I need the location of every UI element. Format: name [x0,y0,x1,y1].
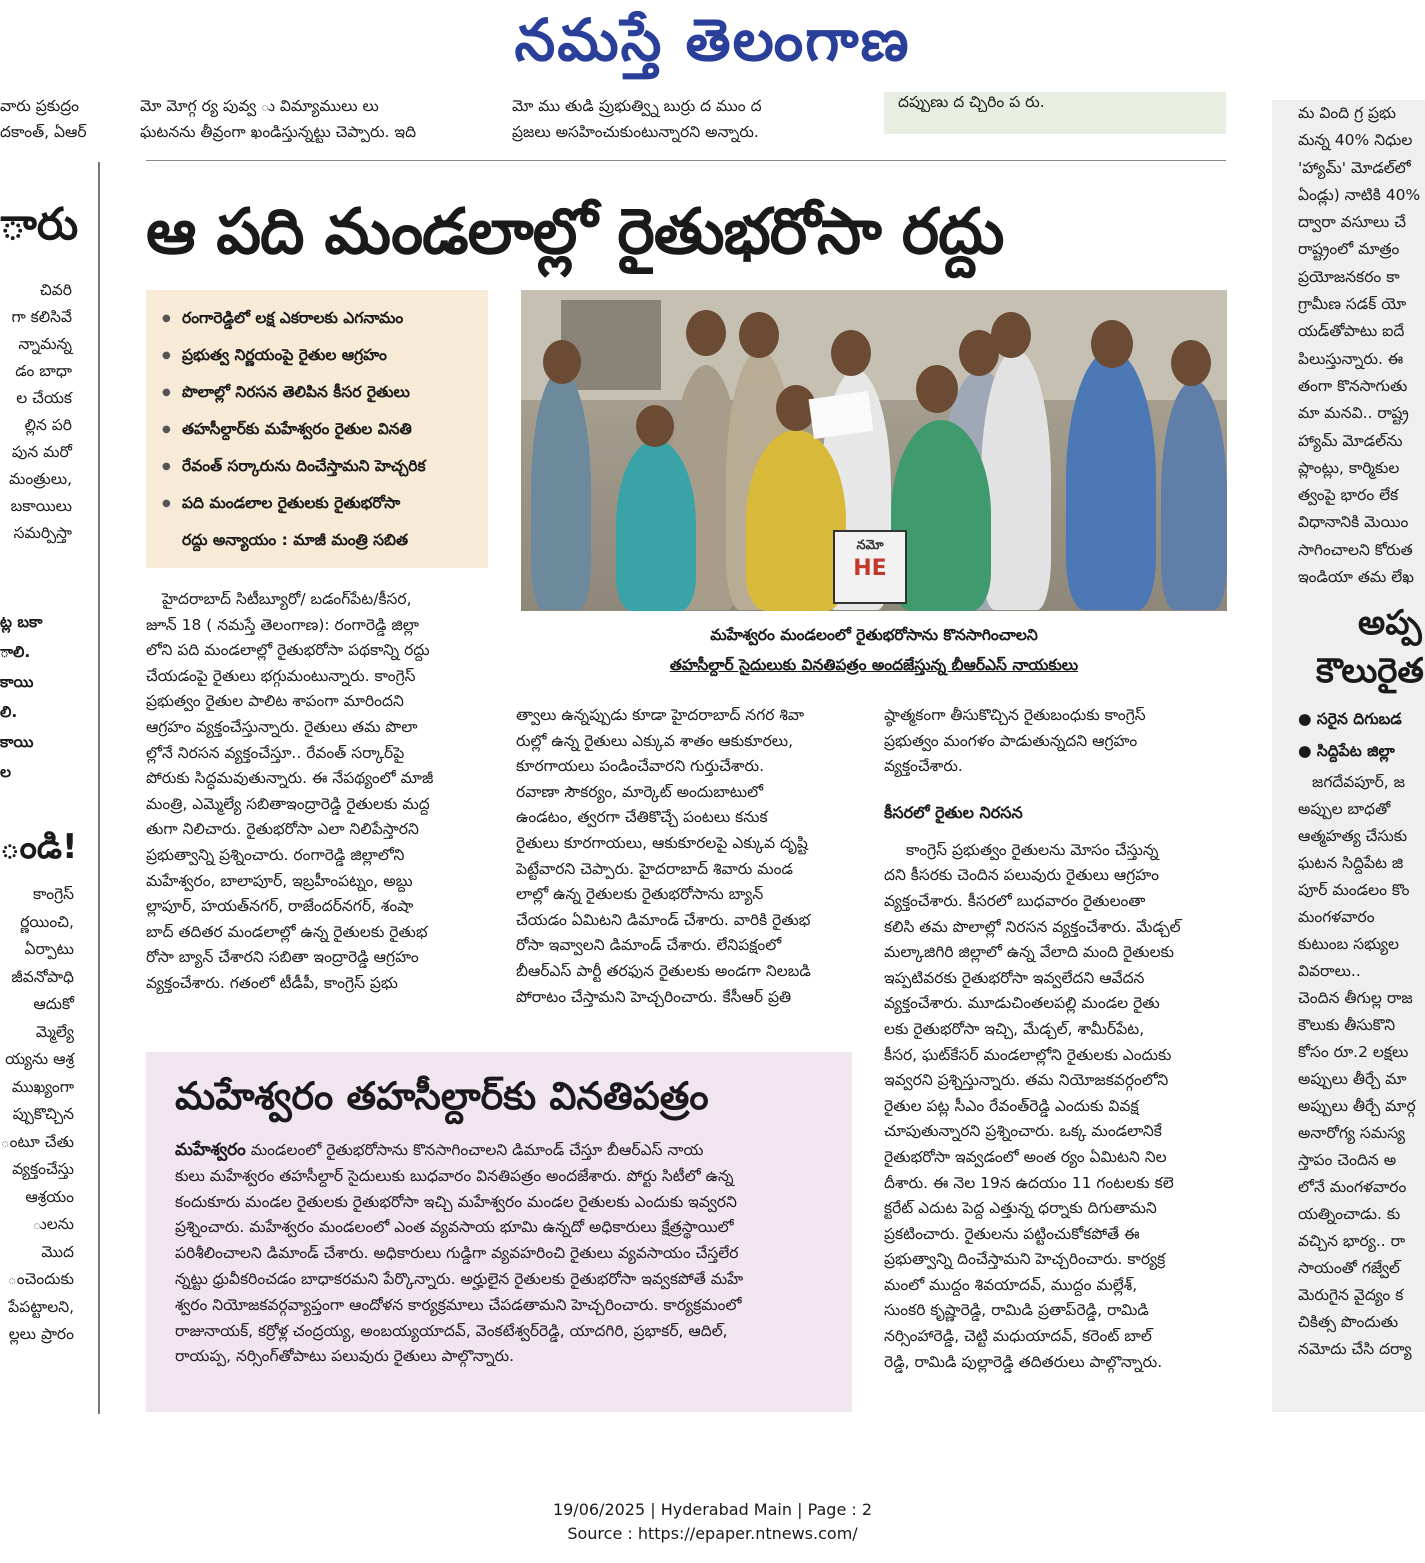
photo-caption [521,620,1227,680]
text-line: కూరగాయలు పండించేవారని గుర్తుచేశారు. [516,757,765,776]
text-line: ప్రయోజనకరం కా [1298,267,1400,286]
text-line: వ్యక్తంచేశారు. గతంలో టీడీపీ, కాంగ్రెస్ ప్రభు [146,973,398,992]
text-line: విధానానికి మెయిం [1298,513,1409,532]
text-line: జగదేవపూర్, జ [1312,773,1405,792]
masthead [0,0,1425,90]
text-line: మెరుగైన వైద్యం క [1298,1286,1404,1305]
text-line: ల్లలు ప్రారం [8,1325,74,1343]
highlight-item-continued: రద్దు అన్యాయం : మాజీ మంత్రి సబిత [182,531,409,549]
left-heading: ారు [0,199,79,250]
text-line: ప్రజలు అసహించుకుంటున్నారని అన్నారు. [512,122,759,141]
text-line: ప్రభుత్వాన్ని ప్రశ్నించారు. రంగారెడ్డి జిల్లాలోని [146,845,405,864]
article-column-1 [146,587,488,997]
text-line: రవాణా సౌకర్యం, మార్కెట్ అందుబాటులో [516,782,764,801]
text-line: రైతుల పట్ల సీఎం రేవంత్‌రెడ్డి ఎందుకు వివక్ష [884,1096,1139,1115]
text-line: సరైన దిగుబడ [1316,710,1402,729]
text-line: లి. [0,703,18,721]
text-line: వివరాలు.. [1298,962,1361,981]
text-line: పూర్ మండలం కొం [1298,881,1410,900]
photo-teal-saree [616,440,696,611]
text-line: ద్వారా వసూలు చే [1298,213,1406,232]
text-line: చెందిన తీగుల్ల రాజ [1298,989,1413,1008]
text-line: వచ్చిన భార్య.. రా [1298,1232,1406,1251]
text-line: రాజునాయక్, కర్రోళ్ల చంద్రయ్య, అంబయ్యయాదవ్, వెంకటేశ్వర్‌రెడ్డి, యాదగిరి, ప్రభాకర్, ఆదిల్, [175,1321,728,1340]
text-line: పిలుస్తున్నారు. ఈ [1298,349,1404,368]
text-line: చూపుతున్నారని ప్రశ్నించారు. ఒక్క మండలానికే [884,1122,1162,1141]
photo-blue-shirt [1066,350,1156,610]
left-column-content [0,185,98,1349]
text-line: ప్రశ్నించారు. మహేశ్వరం మండలంలో ఎంత వ్యవసాయ భూమి ఉన్నదో అధికారులు క్షేత్రస్థాయిలో [175,1218,734,1237]
text-line: మహేశ్వరం, బాలాపూర్, ఇబ్రహీంపట్నం, అబ్దు [146,871,413,890]
text-line: ప్రభుత్వం రైతుల పాలిట శాపంగా మారిందని [146,692,404,711]
text-line: మో ము తుడి ప్రుభుత్వ్ని బుర్రు ద ముం ద [512,97,762,115]
text-line: కాయి [0,733,34,751]
sidebar-dateline: మహేశ్వరం [175,1140,246,1160]
text-line: రోసా బ్యాన్ చేశారని సబితా ఇంద్రారెడ్డి ఆగ్రహం [146,948,419,967]
text-line: జీవనోపాధి [11,967,74,986]
text-line: హ్యామ్ మోడల్‌ను [1298,431,1403,450]
text-line: ముఖ్యంగా [11,1077,74,1096]
text-line: కుటుంబ సభ్యుల [1298,935,1399,954]
text-line: రాష్ట్రంలో మాత్రం [1298,240,1400,259]
text-line: యత్నించాడు. కు [1298,1205,1401,1224]
text-line: రైతులు కూరగాయలు, ఆకుకూరలపై ఎక్కువ దృష్టి [516,833,808,852]
text-line: ల్లాపూర్, హయత్‌నగర్, రాజేందర్‌నగర్, శంషా [146,897,414,916]
text-line: ప్లాంట్లు, కార్మికుల [1298,458,1400,477]
text-line: ఆగ్రహం వ్యక్తంచేస్తున్నారు. రైతులు తమ పొలా [146,717,418,736]
text-line: 'హ్యామ్' మోడల్‌లో [1298,158,1411,177]
text-line: మంగళవారం [1298,908,1375,927]
text-line: కాంగ్రెస్ [32,885,74,903]
right-column [1272,100,1425,1412]
highlights-box [146,290,488,568]
photo-banner-text: HE [853,556,887,581]
text-line: లకు రైతుభరోసా ఇచ్చి, మేడ్చల్, శామీర్‌పేట, [884,1019,1145,1038]
highlight-item: ● ప్రభుత్వ నిర్ణయంపై రైతుల ఆగ్రహం [158,337,476,374]
highlight-item: ● పది మండలాల రైతులకు రైతుభరోసా [158,485,476,522]
text-line: జూన్ 18 ( నమస్తే తెలంగాణ): రంగారెడ్డి జిల్లా [146,615,419,634]
text-line: ఉండటం, త్వరగా చేతికొచ్చే పంటలు కనుక [516,808,768,827]
text-line: దీశారు. ఈ నెల 19న ఉదయం 11 గంటలకు కలె [884,1173,1174,1192]
text-line: వారు ప్రకుద్రం [0,97,80,115]
text-line: రోసా ఇవ్వాలని డిమాండ్ చేశారు. లేనిపక్షంలో [516,936,782,955]
caption-line: మహేశ్వరం మండలంలో రైతుభరోసాను కొనసాగించాలని [710,626,1038,644]
text-line: ష్ఠాత్మకంగా తీసుకొచ్చిన రైతుబంధుకు కాంగ్రెస్ [884,706,1146,724]
text-line: మ్మెల్యే [35,1022,74,1041]
text-line: ల్లోనే నిరసన వ్యక్తంచేస్తూ.. రేవంత్ సర్కార్‌పై [146,743,405,762]
text-line: న్నామన్న [18,335,72,353]
top-rule [146,160,1226,161]
text-line: ల చేయక [16,389,72,407]
highlight-item: ● రంగారెడ్డిలో లక్ష ఎకరాలకు ఎగనామం [158,300,476,337]
text-line: సమర్పిస్తా [13,524,72,542]
text-line: మన్న 40% నిధుల [1298,131,1413,150]
footer-date-edition: 19/06/2025 | Hyderabad Main | Page : 2 [552,1500,873,1519]
text-line: లోనే మంగళవారం [1298,1178,1407,1197]
text-line: తుగా నిలిచారు. రైతుభరోసా ఎలా నిలిపేస్తారని [146,820,419,839]
text-line: బాద్ తదితర మండలాల్లో ఉన్న రైతులకు రైతుభ [146,922,428,941]
text-line: త్వంపై భారం లేక [1298,486,1399,505]
main-headline: ఆ పది మండలాల్లో రైతుభరోసా రద్దు [146,195,1004,268]
text-line: రైతుభరోసా ఇవ్వడంలో అంత ర్యం ఏమిటని నిల [884,1147,1167,1166]
text-line: గా కలిసివే [11,308,72,326]
text-line: పున మరో [11,443,72,461]
text-line: బకాయిలు [10,497,72,515]
text-line: మంత్రులు, [9,470,72,488]
text-line: సిద్దిపేట జిల్లా [1316,742,1395,761]
right-heading-2: కౌలురైత [1316,651,1424,692]
text-line: మ వింది గ్ర ప్రభు [1298,104,1397,122]
text-line: ఆదుకో [33,995,74,1013]
text-line: ంచెందుకు [7,1270,74,1288]
photo-yellow-saree [746,430,846,611]
text-line: ంటూ చేతు [0,1132,74,1151]
text-line: ప్రకటించారు. రైతులను పట్టించుకోకపోతే ఈ [884,1224,1140,1243]
right-bullets: ● సరైన దిగుబడ ● సిద్దిపేట జిల్లా [1298,710,1402,761]
top-fragment-col2 [512,94,857,145]
photo-petition-paper [809,391,874,439]
top-fragment-col1 [140,94,485,145]
text-line: పెట్టేవారని చెప్పారు. హైదరాబాద్ శివారు మండ [516,859,793,878]
text-line: ాలి. [0,643,31,661]
text-line: ులను మొద [32,1215,74,1261]
text-line: ఇవ్వరని ప్రశ్నిస్తున్నారు. తమ నియోజకవర్గంలోని [884,1071,1169,1090]
text-line: బీఆర్‌ఎస్ పార్టీ తరఫున రైతులకు అండగా నిలబడి [516,961,811,980]
text-line: ట్ల బకా [0,613,43,631]
text-line: చేయడం ఏమిటని డిమాండ్ చేశారు. వారికి రైతుభ [516,910,811,929]
text-line: రాయప్ప, నర్సింగ్‌తోపాటు పలువురు రైతులు పాల్గొన్నారు. [175,1347,515,1366]
text-line: మో మోగ్గ ర్య పువ్వ ు విమ్యాములు లు [140,97,379,115]
keesara-body [884,838,1227,1375]
text-line: వ్యక్తంచేస్తు [12,1160,74,1178]
text-line: మండలంలో రైతుభరోసాను కొనసాగించాలని డిమాండ్ చేస్తూ బీఆర్‌ఎస్ నాయ [250,1141,704,1159]
text-line: య్యను ఆశ్ర [5,1050,74,1068]
text-line: సాగించాలని కోరుత [1298,540,1413,559]
text-line: ఏండ్లు) నాటికి 40% [1298,185,1421,204]
text-line: నమోదు చేసి దర్యా [1298,1340,1412,1359]
text-line: స్తాపం చెందిన అ [1298,1151,1397,1170]
text-line: వ్యక్తంచేశారు. [884,757,963,776]
masthead-title: నమస్తే తెలంగాణ [514,6,911,74]
text-line: పేపట్టాలని, [8,1297,74,1316]
left-lines-2 [0,607,98,787]
text-line: మంత్రి, ఎమ్మెల్యే సబితాఇంద్రారెడ్డి రైతులకు మద్ద [146,794,430,813]
text-line: నర్సింహారెడ్డి, చెట్టి మధుయాదవ్, కరెంట్ బాల్ [884,1327,1152,1346]
text-line: పరిశీలించాలని డిమాండ్ చేశారు. అధికారులు గుడ్డిగా వ్యవహరించి రైతులు వ్యవసాయం చేస్తలేర [175,1244,739,1263]
highlight-item: ● తహసీల్దార్‌కు మహేశ్వరం రైతుల వినతి [158,411,476,448]
text-line: పోరాటం చేస్తామని హెచ్చరించారు. కేసీఆర్ ప్రతి [516,987,792,1006]
text-line: పోరుకు సిద్ధమవుతున్నారు. ఈ నేపథ్యంలో మాజీ [146,769,434,788]
text-line: చివరి [39,281,72,299]
article-column-2 [516,703,856,1010]
text-line: కీసర, ఘట్‌కేసర్ మండలాల్లోని రైతులకు ఎందుకు [884,1045,1172,1064]
text-line: డం బాధా [15,362,72,380]
text-line: కాయి [0,673,34,691]
photo-sign-text: నమో [856,538,884,553]
text-line: కలిసి తమ పొలాల్లో నిరసన వ్యక్తంచేశారు. మేడ్చల్ [884,917,1181,936]
text-line: ఏర్పాటు [24,940,74,958]
text-line: యడ్‌తోపాటు ఐదే [1298,322,1405,341]
text-line: కాంగ్రెస్ ప్రభుత్వం రైతులను మోసం చేస్తున్న [906,840,1159,859]
text-line: దప్పుణు ద చ్చిరిం ప రు. [898,93,1045,111]
text-line: ఇండియా తమ లేఖ [1298,568,1414,587]
text-line: మల్కాజిగిరి జిల్లాలో ఉన్న వేలాది మంది రైతులకు [884,943,1175,962]
left-lines-3 [0,881,98,1349]
highlight-item: ● రేవంత్ సర్కారును దించేస్తామని హెచ్చరిక [158,448,476,485]
article-column-3 [884,703,1227,1375]
text-line: ర్ణయించి, [20,912,74,931]
photo-banner [833,530,907,604]
text-line: దకాంత్, ఏఆర్ [0,122,87,141]
top-fragment-left [0,94,110,145]
text-line: కౌలుకు తీసుకొని [1298,1016,1396,1035]
text-line: ల [0,763,11,781]
text-line: ల్లిన పరి [24,416,72,434]
page-footer [0,1498,1425,1546]
left-lines-1 [0,277,98,547]
text-line: అప్పులు తీర్చే మా [1298,1070,1407,1089]
sidebar-story-body [175,1138,835,1370]
text-line: ఘటనను తీవ్రంగా ఖండిస్తున్నట్టు చెప్పారు. ఇది [140,122,417,141]
left-heading-2: ండి! [0,827,78,867]
text-line: లాల్లో ఉన్న రైతులకు రైతుభరోసాను బ్యాన్ [516,885,764,904]
highlights-list [158,300,476,559]
text-line: మా మనవి.. రాష్ట్ర [1298,404,1409,423]
caption-line: తహసీల్దార్ సైదులుకు వినతిపత్రం అందజేస్తున్న బీఆర్‌ఎస్ నాయకులు [669,656,1079,674]
text-line: తంగా కొనసాగుతు [1298,376,1408,395]
text-line: రుల్లో ఉన్న రైతులు ఎక్కువ శాతం ఆకుకూరలు, [516,731,794,750]
dateline: హైదరాబాద్ సిటీబ్యూరో/ బడంగ్‌పేట/కీసర, [162,590,412,608]
text-line: రెడ్డి, రామిడి పుల్లారెడ్డి తదితరులు పాల్గొన్నారు. [884,1352,1163,1371]
text-line: వ్యక్తంచేశారు. కీసరలో బుధవారం రైతులంతా [884,891,1146,910]
right-lines-2 [1272,769,1425,1363]
green-box [884,92,1226,134]
text-line: ప్పుకొచ్చిన [12,1105,74,1123]
right-lines-1 [1272,100,1425,591]
text-line: సుంకరి కృష్ణారెడ్డి, రామిడి ప్రతాప్‌రెడ్డి, రామిడి [884,1301,1149,1320]
text-line: గ్రామీణ సడక్ యో [1298,295,1407,314]
text-line: లోని పది మండలాల్లో రైతుభరోసా పథకాన్ని రద్దు [146,641,430,660]
text-line: శ్వరం నియోజకవర్గవ్యాప్తంగా ఆందోళన కార్యక్రమాలు చేపడతామని హెచ్చరించారు. కార్యక్రమంలో [175,1295,742,1314]
text-line: కందుకూరు మండల రైతులకు రైతుభరోసా ఇచ్చి మహేశ్వరం మండల రైతులకు ఎందుకు ఇవ్వరని [175,1192,737,1211]
text-line: ఘటన సిద్దిపేట జి [1298,854,1404,873]
text-line: అనారోగ్య సమస్య [1298,1124,1406,1143]
text-line: క్టరేట్ ఎదుట పెద్ద ఎత్తున్న ధర్నాకు దిగుతామని [884,1199,1157,1218]
text-line: చేయడంపై రైతులు భగ్గుమంటున్నారు. కాంగ్రెస్ [146,666,416,685]
keesara-subhead: కీసరలో రైతుల నిరసన [884,802,1023,822]
text-line: ప్రభుత్వం మంగళం పాడుతున్నదని ఆగ్రహం [884,731,1138,750]
text-line: దని కీసరకు చెందిన పలువురు రైతులు ఆగ్రహం [884,866,1160,885]
sidebar-story-title: మహేశ్వరం తహసీల్దార్‌కు వినతిపత్రం [175,1074,709,1118]
text-line: ఆత్మహత్య చేసుకు [1298,827,1408,846]
text-line: త్వాలు ఉన్నప్పుడు కూడా హైదరాబాద్ నగర శివా [516,706,805,724]
text-line: అప్పుల బాధతో [1298,800,1391,819]
text-line: కోసం రూ.2 లక్షలు [1298,1043,1409,1062]
text-line: సాయంతో గజ్వేల్ [1298,1259,1400,1278]
text-line: వ్యక్తంచేశారు. మూడుచింతలపల్లి మండల రైతు [884,994,1160,1013]
news-photo [521,290,1227,611]
text-line: ఇప్పటివరకు రైతుభరోసా ఇవ్వలేదని ఆవేదన [884,968,1145,987]
text-line: కులు మహేశ్వరం తహసీల్దార్ సైదులుకు బుధవారం వినతిపత్రం అందజేశారు. పోర్టు సిటీలో ఉన్న [175,1166,734,1185]
text-line: చికిత్స పొందుతు [1298,1313,1399,1332]
highlight-item: ● పొలాల్లో నిరసన తెలిపిన కీసర రైతులు [158,374,476,411]
text-line: అప్పులు తీర్చే మార్గ [1298,1097,1416,1116]
text-line: న్నట్టు ధ్రువీకరించడం బాధాకరమని పేర్కొన్నారు. అర్హులైన రైతులకు రైతుభరోసా ఇవ్వకపోతే మహే [175,1269,744,1288]
right-heading-1: అప్ప [1358,603,1422,644]
text-line: మంలో ముద్దం శివయాదవ్, ముద్దం మల్లేశ్, [884,1275,1138,1294]
text-line: ప్రభుత్వాన్ని దించేస్తామని హెచ్చరించారు. కార్యక్ర [884,1250,1166,1269]
footer-source: Source : https://epaper.ntnews.com/ [567,1524,858,1543]
text-line: ఆశ్రయం [25,1187,74,1206]
